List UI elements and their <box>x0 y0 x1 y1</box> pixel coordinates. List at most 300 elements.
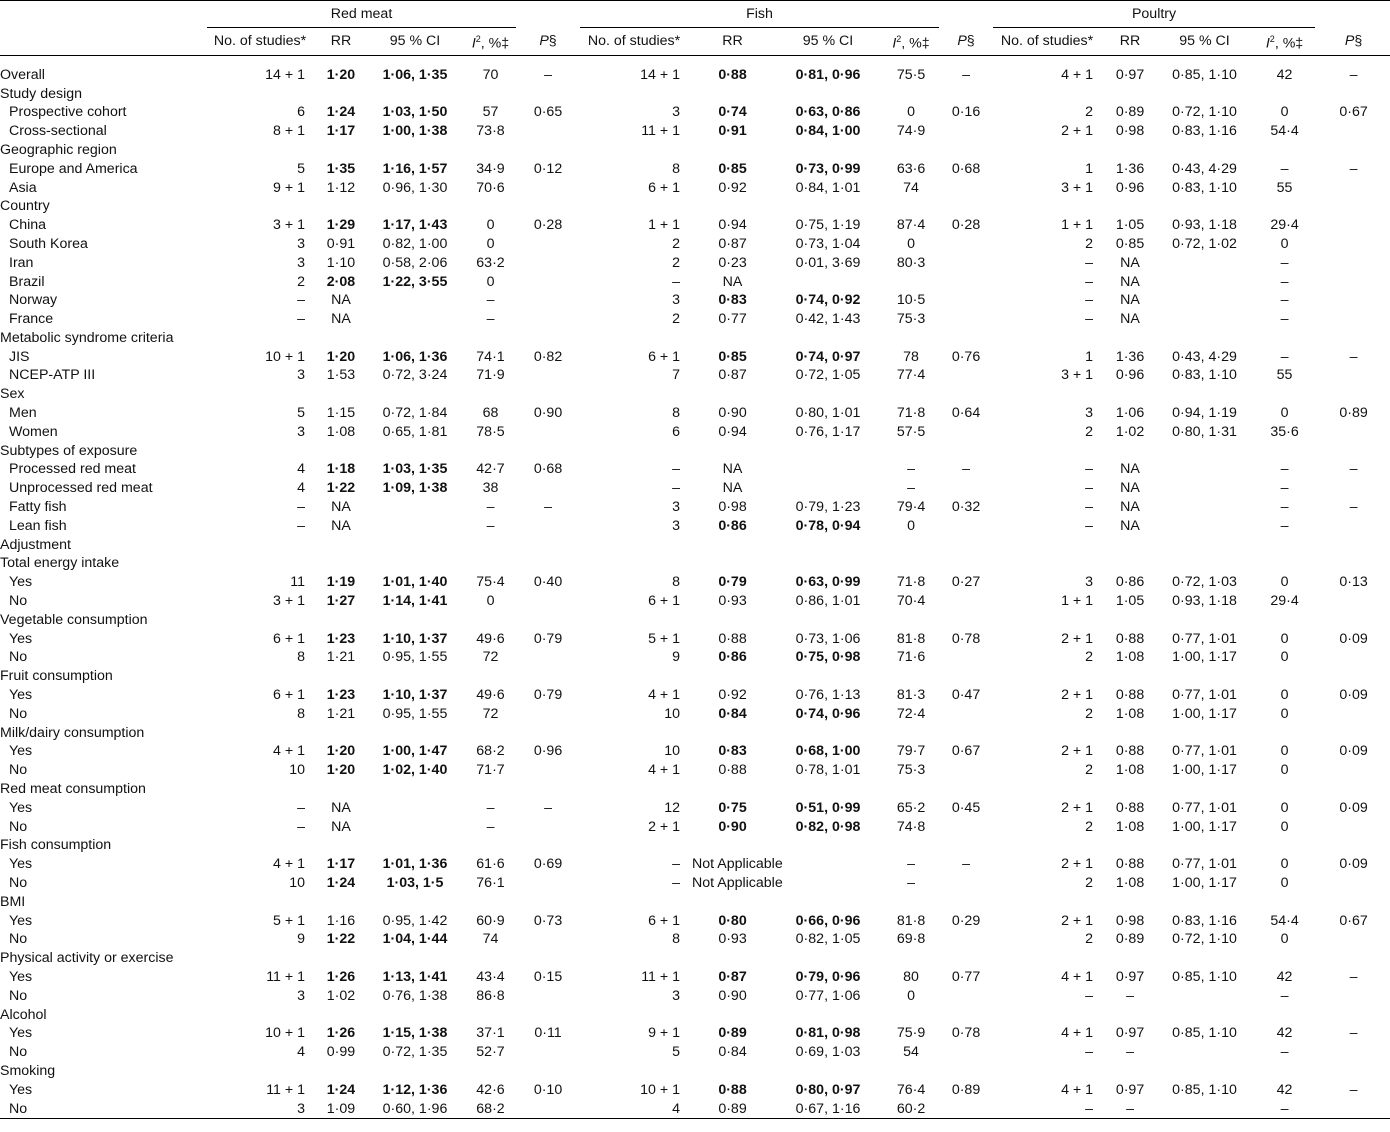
fish-cell: 0·42, 1·43 <box>795 311 861 328</box>
poultry-cell <box>1317 291 1390 310</box>
fish-cell: 6 + 1 <box>648 348 681 365</box>
col-i2: $I^2$, %‡ <box>463 28 518 55</box>
row-group-label: Sex <box>0 386 25 403</box>
red-meat-cell: 1·01, 1·40 <box>382 574 448 591</box>
poultry-cell <box>1317 423 1390 442</box>
red-meat-cell: – <box>486 799 495 816</box>
poultry-cell: 0·98 <box>1115 123 1145 140</box>
fish-cell <box>941 179 991 198</box>
row-label: Yes <box>9 1081 33 1098</box>
poultry-cell: 2 + 1 <box>1061 912 1094 929</box>
poultry-cell: – <box>1280 461 1289 478</box>
red-meat-cell: 0·60, 1·96 <box>367 1100 463 1119</box>
red-meat-cell: 1·06, 1·36 <box>382 348 448 365</box>
poultry-cell: 0 <box>1280 856 1289 873</box>
fish-cell: 0·81, 0·98 <box>795 1025 861 1042</box>
poultry-cell: 2 <box>1085 705 1094 722</box>
row-label: Lean fish <box>9 517 67 534</box>
fish-cell: 0·16 <box>951 104 981 121</box>
red-meat-cell: NA <box>331 799 351 816</box>
table-row <box>0 592 1390 611</box>
red-meat-cell: 1·23 <box>326 687 356 704</box>
fish-cell: 0·86, 1·01 <box>795 593 861 610</box>
row-label: No <box>9 593 28 610</box>
table-row <box>0 855 1390 874</box>
red-meat-cell: 75·4 <box>476 574 505 591</box>
fish-cell <box>941 1043 991 1062</box>
red-meat-cell: 74·1 <box>476 348 505 365</box>
red-meat-cell: 6 + 1 <box>273 687 305 704</box>
poultry-cell <box>1157 498 1252 517</box>
red-meat-cell: 0·82, 1·00 <box>382 235 448 252</box>
table-row <box>0 874 1390 893</box>
fish-cell: 6 + 1 <box>648 179 681 196</box>
poultry-cell: 1·06 <box>1115 405 1145 422</box>
red-meat-cell: 1·22 <box>326 480 356 497</box>
poultry-cell <box>1317 517 1390 536</box>
poultry-cell: 1 + 1 <box>1061 593 1094 610</box>
red-meat-cell: 1·16 <box>326 912 356 929</box>
table-row <box>0 611 1390 630</box>
fish-cell: 0·76, 1·13 <box>795 687 861 704</box>
poultry-cell: 4 + 1 <box>1061 1081 1094 1098</box>
poultry-cell: – <box>1126 1044 1134 1061</box>
poultry-cell: 2 + 1 <box>1061 743 1094 760</box>
fish-cell: 0·82, 0·98 <box>795 818 861 835</box>
red-meat-cell: 86·8 <box>476 987 505 1004</box>
red-meat-cell: 52·7 <box>476 1044 505 1061</box>
poultry-cell: 0 <box>1280 405 1289 422</box>
fish-cell: 0·80, 1·01 <box>795 405 861 422</box>
poultry-cell: 0·83, 1·10 <box>1172 179 1237 196</box>
row-label: Asia <box>9 179 37 196</box>
red-meat-cell: 1·00, 1·47 <box>382 743 448 760</box>
red-meat-cell: 9 + 1 <box>273 179 305 196</box>
row-label: Yes <box>9 799 33 816</box>
red-meat-cell: 0·72, 3·24 <box>382 367 448 384</box>
red-meat-cell <box>367 799 463 818</box>
row-label: Yes <box>9 856 33 873</box>
row-group-label: BMI <box>0 893 26 910</box>
col-p: P§ <box>941 28 991 55</box>
fish-cell: 0·98 <box>718 499 747 516</box>
row-group-label: Vegetable consumption <box>0 611 148 628</box>
poultry-cell: 0·88 <box>1115 799 1145 816</box>
table-row <box>0 216 1390 235</box>
poultry-cell: 0·67 <box>1339 912 1368 929</box>
red-meat-cell: 1·04, 1·44 <box>382 931 448 948</box>
red-meat-cell: 1·12, 1·36 <box>382 1081 448 1098</box>
table-row <box>0 1024 1390 1043</box>
poultry-cell: 55 <box>1276 179 1293 196</box>
row-label: Unprocessed red meat <box>9 480 153 497</box>
poultry-cell: 42 <box>1276 1081 1293 1098</box>
poultry-cell: – <box>1280 517 1289 534</box>
red-meat-cell: 4 <box>297 1044 305 1061</box>
poultry-cell: 0·09 <box>1339 687 1368 704</box>
col-studies: No. of studies* <box>205 28 315 55</box>
poultry-cell: – <box>1085 480 1094 497</box>
poultry-cell: 0 <box>1280 931 1289 948</box>
poultry-cell <box>1317 254 1390 273</box>
poultry-cell: – <box>1085 292 1094 309</box>
red-meat-header: Red meat <box>207 1 516 28</box>
fish-cell: 0·78, 1·01 <box>795 762 861 779</box>
fish-cell: 0·90 <box>718 405 747 422</box>
red-meat-cell: 1·24 <box>326 104 356 121</box>
fish-cell: 60·2 <box>881 1100 941 1119</box>
red-meat-cell: 1·08 <box>326 423 356 440</box>
fish-cell: 0·75, 1·19 <box>795 217 861 234</box>
red-meat-cell: 5 <box>297 160 305 177</box>
fish-cell: 9 <box>672 649 681 666</box>
table-row <box>0 648 1390 667</box>
fish-cell <box>941 273 991 292</box>
fish-cell: 0 <box>907 517 915 534</box>
poultry-cell <box>1157 254 1252 273</box>
red-meat-cell: 2 <box>297 273 305 290</box>
fish-cell: 0·89 <box>951 1081 981 1098</box>
fish-cell: 0·74, 0·97 <box>795 348 861 365</box>
poultry-cell: – <box>1085 987 1094 1004</box>
fish-cell: 0·92 <box>718 687 747 704</box>
poultry-cell: – <box>1280 292 1289 309</box>
fish-cell: 0·85 <box>718 160 747 177</box>
col-p: P§ <box>518 28 578 55</box>
poultry-cell: 0·43, 4·29 <box>1172 348 1237 365</box>
poultry-cell: 0·93, 1·18 <box>1172 217 1237 234</box>
fish-cell: 0·23 <box>718 254 747 271</box>
red-meat-cell: 0·12 <box>533 160 563 177</box>
row-label: Overall <box>0 66 45 83</box>
poultry-cell: 3 <box>1085 405 1094 422</box>
poultry-cell: 1·00, 1·17 <box>1172 818 1237 835</box>
poultry-cell: 0·89 <box>1339 405 1368 422</box>
red-meat-cell <box>518 648 578 667</box>
fish-cell: 0·73, 0·99 <box>795 160 861 177</box>
fish-cell: – <box>962 461 970 478</box>
fish-cell <box>941 761 991 780</box>
red-meat-cell: 76·1 <box>476 875 505 891</box>
fish-cell <box>941 479 991 498</box>
poultry-cell <box>1317 1043 1390 1062</box>
red-meat-cell <box>518 705 578 724</box>
fish-cell: – <box>962 856 970 873</box>
red-meat-cell: 0·95, 1·42 <box>382 912 448 929</box>
row-label: Yes <box>9 687 33 704</box>
red-meat-cell: – <box>486 292 495 309</box>
col-i2: $I^2$, %‡ <box>1252 28 1317 55</box>
red-meat-cell <box>518 423 578 442</box>
fish-cell: 0·93 <box>718 931 747 948</box>
poultry-cell <box>1317 761 1390 780</box>
fish-cell: 81·8 <box>896 912 926 929</box>
fish-cell: 6 + 1 <box>648 593 681 610</box>
red-meat-cell: 73·8 <box>476 123 505 140</box>
red-meat-cell: 49·6 <box>476 630 505 647</box>
fish-cell: 0·68, 1·00 <box>795 743 861 760</box>
red-meat-cell: – <box>486 499 495 516</box>
row-label: France <box>9 311 54 328</box>
fish-cell: NA <box>722 461 743 478</box>
red-meat-cell: 0·96, 1·30 <box>382 179 448 196</box>
row-group-label: Red meat consumption <box>0 781 146 798</box>
fish-cell: 0·89 <box>690 1100 775 1119</box>
row-label: Yes <box>9 743 33 760</box>
poultry-cell <box>1157 479 1252 498</box>
red-meat-cell: 1·10, 1·37 <box>382 630 448 647</box>
red-meat-cell: 1·10, 1·37 <box>382 687 448 704</box>
fish-cell: – <box>672 875 681 891</box>
row-label: No <box>9 987 28 1004</box>
red-meat-cell <box>518 291 578 310</box>
poultry-cell: 1·36 <box>1115 348 1145 365</box>
row-label: Yes <box>9 574 33 591</box>
fish-cell <box>775 874 881 893</box>
poultry-cell: – <box>991 1100 1103 1119</box>
fish-cell: 0·78, 0·94 <box>795 517 861 534</box>
poultry-cell: 0 <box>1280 649 1289 666</box>
fish-cell <box>941 648 991 667</box>
row-group-label: Country <box>0 198 50 215</box>
poultry-cell: 0 <box>1280 799 1289 816</box>
poultry-cell <box>1157 987 1252 1006</box>
row-group-label: Fruit consumption <box>0 668 113 685</box>
red-meat-cell: – <box>486 818 495 835</box>
table-row <box>0 724 1390 743</box>
red-meat-cell: 0·73 <box>533 912 563 929</box>
red-meat-cell <box>518 122 578 141</box>
red-meat-cell: 11 <box>290 574 305 591</box>
poultry-cell <box>1317 216 1390 235</box>
fish-cell: 6 + 1 <box>648 912 681 929</box>
table-row <box>0 780 1390 799</box>
poultry-cell: 0·85, 1·10 <box>1172 968 1237 985</box>
table-row <box>0 197 1390 216</box>
red-meat-cell: 61·6 <box>476 856 505 873</box>
poultry-cell: 1·08 <box>1115 818 1145 835</box>
row-group-label: Adjustment <box>0 536 71 553</box>
red-meat-cell: 0 <box>486 235 495 252</box>
table-row <box>0 460 1390 479</box>
fish-cell: Not Applicable <box>692 856 783 873</box>
poultry-cell: 0·88 <box>1115 687 1145 704</box>
fish-cell: 3 <box>672 499 681 516</box>
red-meat-cell: 0·68 <box>533 461 563 478</box>
col-ci: 95 % CI <box>367 28 463 55</box>
fish-cell: 0·74, 0·92 <box>795 292 861 309</box>
red-meat-cell: 70 <box>482 66 499 83</box>
red-meat-cell: 8 + 1 <box>273 123 305 140</box>
poultry-cell: 0·97 <box>1115 1025 1145 1042</box>
red-meat-cell: – <box>297 517 305 534</box>
fish-cell: 0·51, 0·99 <box>795 799 861 816</box>
poultry-cell: 0·09 <box>1339 630 1368 647</box>
fish-cell: 75·3 <box>896 762 926 779</box>
red-meat-cell: 2·08 <box>326 273 356 290</box>
table-row <box>0 498 1390 517</box>
fish-cell: 0·84, 1·01 <box>795 179 861 196</box>
red-meat-cell: – <box>297 311 305 328</box>
poultry-cell: NA <box>1120 292 1140 309</box>
fish-cell: 4 + 1 <box>648 687 681 704</box>
table-row <box>0 366 1390 385</box>
poultry-cell: 0·13 <box>1339 574 1368 591</box>
red-meat-cell: 3 <box>297 235 305 252</box>
fish-cell: 77·4 <box>896 367 926 384</box>
fish-cell: 10 <box>664 705 681 722</box>
table-row <box>0 1100 1390 1119</box>
poultry-cell: 1·08 <box>1115 875 1145 891</box>
fish-cell <box>941 987 991 1006</box>
table-row <box>0 930 1390 949</box>
red-meat-cell: 0·82 <box>533 348 563 365</box>
fish-header: Fish <box>580 1 939 28</box>
red-meat-cell: – <box>297 499 305 516</box>
red-meat-cell: 0·96 <box>533 743 563 760</box>
fish-cell: 0·84 <box>718 705 747 722</box>
red-meat-cell: 11 + 1 <box>266 1081 305 1098</box>
red-meat-cell: 1·17 <box>326 123 356 140</box>
poultry-cell: 2 <box>1085 931 1094 948</box>
poultry-cell: – <box>1280 273 1289 290</box>
red-meat-cell: 6 + 1 <box>273 630 305 647</box>
red-meat-cell: 1·03, 1·35 <box>382 461 448 478</box>
row-label: Cross-sectional <box>9 123 107 140</box>
fish-cell: 0·80 <box>718 912 747 929</box>
red-meat-cell: 5 <box>297 405 305 422</box>
row-label: Prospective cohort <box>9 104 127 121</box>
fish-cell: 5 + 1 <box>648 630 681 647</box>
fish-cell: 0·77, 1·06 <box>795 987 861 1004</box>
row-label: Yes <box>9 630 33 647</box>
red-meat-cell: 1·02, 1·40 <box>382 762 448 779</box>
red-meat-cell: 4 <box>297 480 305 497</box>
red-meat-cell: 3 <box>297 254 305 271</box>
fish-cell: 71·8 <box>896 574 926 591</box>
poultry-cell: – <box>1085 311 1094 328</box>
fish-cell: 0·67, 1·16 <box>775 1100 881 1119</box>
poultry-cell: 0 <box>1280 104 1289 121</box>
fish-cell: 10·5 <box>896 292 926 309</box>
poultry-cell: 0·67 <box>1339 104 1368 121</box>
fish-cell: 8 <box>672 405 681 422</box>
table-row <box>0 254 1390 273</box>
red-meat-cell: 74 <box>482 931 499 948</box>
fish-cell <box>775 479 881 498</box>
poultry-cell: 2 <box>1085 649 1094 666</box>
red-meat-cell: 1·13, 1·41 <box>382 968 448 985</box>
fish-cell: 0·86 <box>718 517 747 534</box>
row-label: Yes <box>9 912 33 929</box>
red-meat-cell: 1·17 <box>326 856 356 873</box>
fish-cell: – <box>962 66 970 83</box>
fish-cell: 70·4 <box>896 593 926 610</box>
fish-cell: 0·94 <box>718 217 747 234</box>
red-meat-cell: 68·2 <box>463 1100 518 1119</box>
poultry-cell: 0·88 <box>1115 743 1145 760</box>
red-meat-cell: 1·23 <box>326 630 356 647</box>
fish-cell: 2 <box>672 254 681 271</box>
row-label: Processed red meat <box>9 461 136 478</box>
fish-cell: 0·29 <box>951 912 981 929</box>
fish-cell: 0·28 <box>951 217 981 234</box>
table-row <box>0 836 1390 855</box>
fish-cell: 74·9 <box>896 123 926 140</box>
table-row <box>0 1043 1390 1062</box>
poultry-cell: NA <box>1120 273 1140 290</box>
poultry-cell <box>1157 273 1252 292</box>
poultry-cell: – <box>1280 348 1289 365</box>
red-meat-cell: – <box>297 799 305 816</box>
fish-cell: 0·64 <box>951 405 981 422</box>
fish-cell: 0 <box>907 104 915 121</box>
fish-cell: 0·87 <box>718 968 747 985</box>
red-meat-cell: 1·22, 3·55 <box>382 273 448 290</box>
fish-cell <box>941 517 991 536</box>
red-meat-cell: 0·28 <box>533 217 563 234</box>
red-meat-cell: 1·24 <box>326 1081 356 1098</box>
table-row <box>0 705 1390 724</box>
poultry-cell: – <box>1349 1081 1358 1098</box>
fish-cell: 0·76, 1·17 <box>795 423 861 440</box>
fish-cell: 57·5 <box>896 423 926 440</box>
red-meat-cell: 1·21 <box>326 649 356 666</box>
fish-cell: 11 + 1 <box>641 123 681 140</box>
poultry-cell <box>1157 517 1252 536</box>
red-meat-cell: 1·20 <box>326 743 356 760</box>
poultry-cell: – <box>1252 1100 1317 1119</box>
red-meat-cell: 1·15, 1·38 <box>382 1025 448 1042</box>
col-rr: RR <box>1103 28 1157 55</box>
fish-cell: 3 <box>672 517 681 534</box>
red-meat-cell <box>367 498 463 517</box>
poultry-cell: 2 + 1 <box>1061 799 1094 816</box>
poultry-cell <box>1317 122 1390 141</box>
poultry-cell: 1 <box>1085 348 1094 365</box>
poultry-cell: 0·89 <box>1115 931 1145 948</box>
row-label: Yes <box>9 968 33 985</box>
row-label: No <box>9 705 28 722</box>
fish-cell: 87·4 <box>896 217 926 234</box>
red-meat-cell: 0·65 <box>533 104 563 121</box>
fish-cell: 0·73, 1·06 <box>795 630 861 647</box>
red-meat-cell: 71·9 <box>476 367 505 384</box>
red-meat-cell: 0·99 <box>326 1044 356 1061</box>
poultry-cell: – <box>1085 254 1094 271</box>
red-meat-cell <box>367 310 463 329</box>
fish-cell: – <box>907 856 915 873</box>
red-meat-cell: 1·26 <box>326 1025 356 1042</box>
red-meat-cell <box>518 179 578 198</box>
fish-cell: 0·94 <box>718 423 747 440</box>
fish-cell: 0 <box>907 235 915 252</box>
poultry-cell: – <box>1349 499 1358 516</box>
red-meat-cell: 0·69 <box>533 856 563 873</box>
col-rr: RR <box>315 28 367 55</box>
poultry-cell <box>1317 179 1390 198</box>
poultry-cell: NA <box>1120 254 1140 271</box>
fish-cell: 0·32 <box>951 499 981 516</box>
fish-cell: 0·63, 0·86 <box>795 104 861 121</box>
poultry-cell <box>1157 1100 1252 1119</box>
poultry-cell: – <box>1349 968 1358 985</box>
poultry-cell: NA <box>1120 311 1140 328</box>
fish-cell: 0·78 <box>951 630 981 647</box>
row-label: Yes <box>9 1025 33 1042</box>
row-label: No <box>9 762 28 779</box>
col-ci: 95 % CI <box>1157 28 1252 55</box>
